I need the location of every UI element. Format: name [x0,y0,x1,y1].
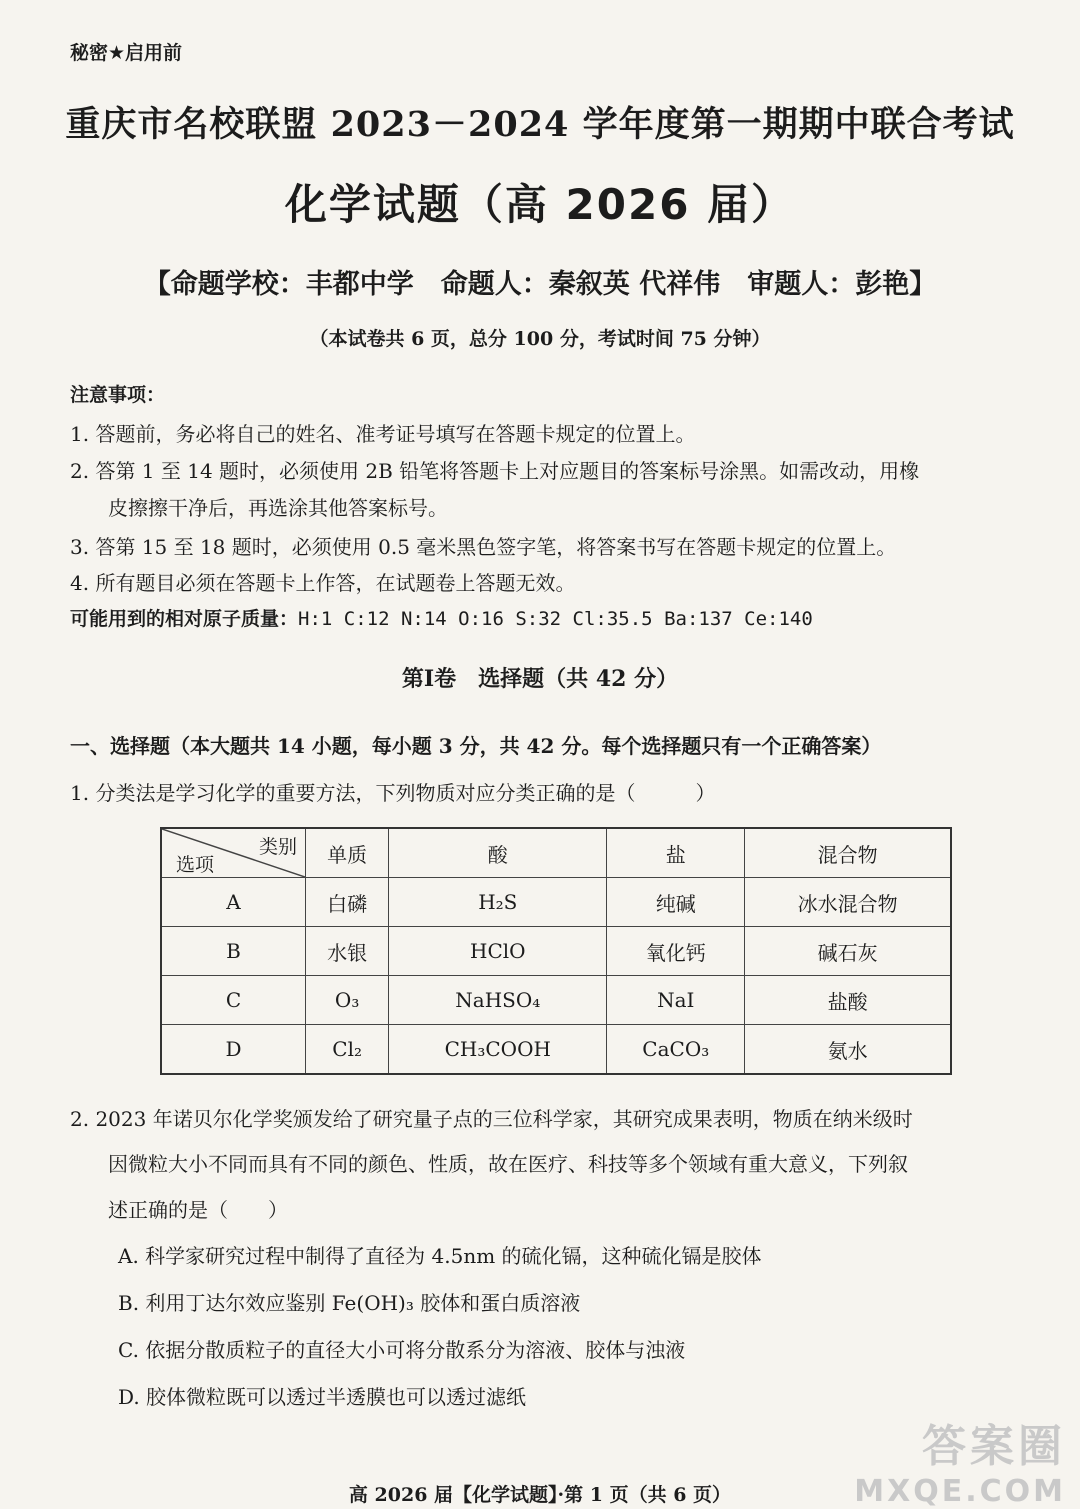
table-cell: H₂S [389,878,607,927]
confidential-label: 秘密★启用前 [70,42,183,64]
exam-subtitle: 化学试题（高 2026 届） [284,180,796,229]
classification-table [160,827,952,1075]
notes-heading: 注意事项： [70,384,166,406]
question-2-stem-3: 述正确的是（ ） [108,1198,288,1222]
watermark-url: MXQE.COM [854,1474,1066,1509]
table-cell: 氧化钙 [607,927,745,976]
table-cell: Cl₂ [306,1025,389,1075]
table-cell: 冰水混合物 [745,878,951,927]
table-cell: 盐酸 [745,976,951,1025]
volume-title: 第Ⅰ卷 选择题（共 42 分） [401,666,679,692]
authors-line: 【命题学校：丰都中学 命题人：秦叙英 代祥伟 审题人：彭艳】 [143,269,937,300]
table-cell: 白磷 [306,878,389,927]
corner-category-label: 类别 [258,836,297,858]
page-footer: 高 2026 届【化学试题】·第 1 页（共 6 页） [348,1484,732,1506]
exam-title: 重庆市名校联盟 2023－2024 学年度第一期期中联合考试 [65,104,1015,145]
note-3: 3. 答第 15 至 18 题时，必须使用 0.5 毫米黑色签字笔，将答案书写在答题卡规定的位置上。 [70,535,897,559]
table-cell: NaI [607,976,745,1025]
corner-option-label: 选项 [176,854,215,876]
note-4: 4. 所有题目必须在答题卡上作答，在试题卷上答题无效。 [70,571,576,595]
table-header-row [161,828,951,878]
table-header: 单质 [306,828,389,878]
atomic-masses-values: H:1 C:12 N:14 O:16 S:32 Cl:35.5 Ba:137 Ce:140 [298,608,813,630]
question-2-option-b: B. 利用丁达尔效应鉴别 Fe(OH)₃ 胶体和蛋白质溶液 [118,1291,581,1315]
table-row [161,1025,951,1075]
note-2-cont: 皮擦擦干净后，再选涂其他答案标号。 [108,496,448,520]
table-cell: 纯碱 [607,878,745,927]
question-2-stem-2: 因微粒大小不同而具有不同的颜色、性质，故在医疗、科技等多个领域有重大意义，下列叙 [108,1152,908,1176]
table-cell: HClO [389,927,607,976]
table-cell: 氨水 [745,1025,951,1075]
note-1: 1. 答题前，务必将自己的姓名、准考证号填写在答题卡规定的位置上。 [70,422,696,446]
question-2-option-c: C. 依据分散质粒子的直径大小可将分散系分为溶液、胶体与浊液 [118,1338,686,1362]
atomic-masses [70,604,813,631]
table-header: 混合物 [745,828,951,878]
section-title: 一、选择题（本大题共 14 小题，每小题 3 分，共 42 分。每个选择题只有一个正确答案） [70,734,882,758]
table-cell: NaHSO₄ [389,976,607,1025]
watermark-logo-text: 答案圈 [922,1421,1066,1472]
table-header: 盐 [607,828,745,878]
question-1-stem: 1. 分类法是学习化学的重要方法，下列物质对应分类正确的是（ ） [70,781,716,805]
table-row [161,878,951,927]
table-cell: 水银 [306,927,389,976]
table-cell: 碱石灰 [745,927,951,976]
row-option: A [161,878,306,927]
table-corner-cell [161,828,306,878]
atomic-masses-label: 可能用到的相对原子质量： [70,608,299,630]
table-cell: O₃ [306,976,389,1025]
table-cell: CaCO₃ [607,1025,745,1075]
table-cell: CH₃COOH [389,1025,607,1075]
note-2: 2. 答第 1 至 14 题时，必须使用 2B 铅笔将答题卡上对应题目的答案标号涂黑。如需改动，用橡 [70,459,920,483]
row-option: B [161,927,306,976]
table-row [161,927,951,976]
table-row [161,976,951,1025]
question-2-option-d: D. 胶体微粒既可以透过半透膜也可以透过滤纸 [118,1385,527,1409]
row-option: D [161,1025,306,1075]
row-option: C [161,976,306,1025]
question-2-stem-1: 2. 2023 年诺贝尔化学奖颁发给了研究量子点的三位科学家，其研究成果表明，物质在纳米级时 [70,1107,913,1131]
exam-info: （本试卷共 6 页，总分 100 分，考试时间 75 分钟） [309,328,771,350]
table-header: 酸 [389,828,607,878]
question-2-option-a: A. 科学家研究过程中制得了直径为 4.5nm 的硫化镉，这种硫化镉是胶体 [118,1244,762,1268]
